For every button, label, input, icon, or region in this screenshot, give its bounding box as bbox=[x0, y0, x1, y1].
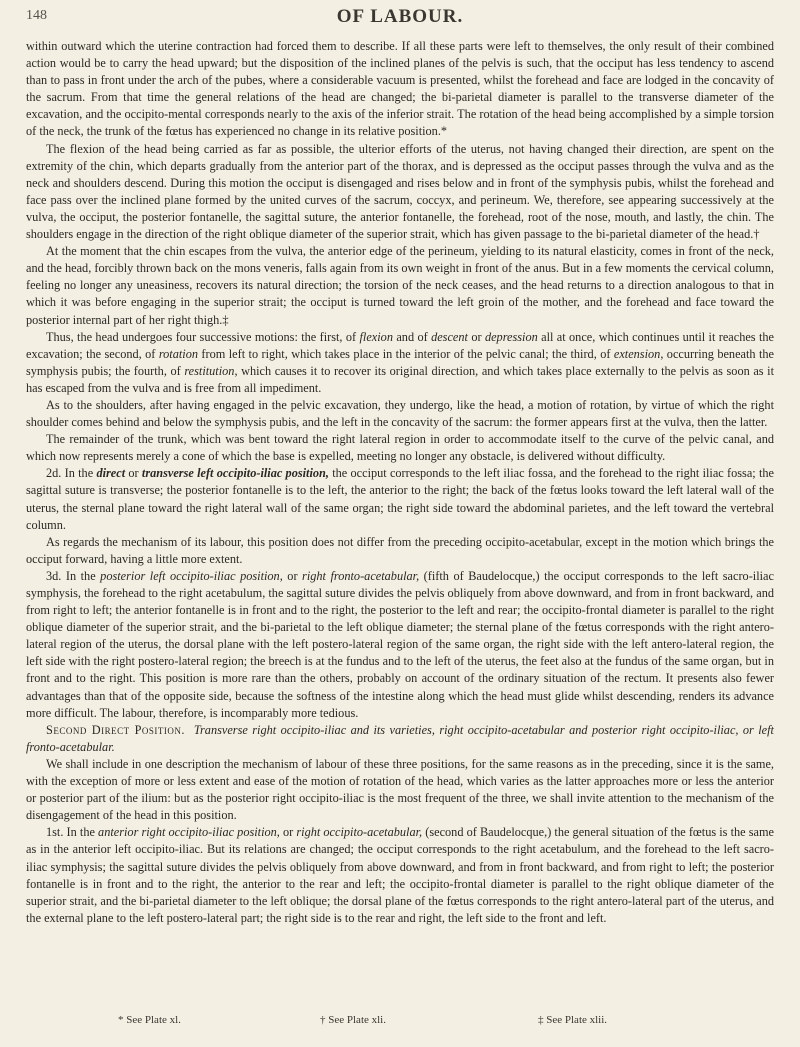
paragraph-9 bbox=[26, 568, 774, 722]
text-run: the occiput corresponds to the left iliac fossa, and the forehead to the right iliac fossa; the sagittal suture is transverse; the posterior fontanelle is to the left, the anterior to the right; the back of the fœtus looks toward the left lateral wall of the uterus, the sternal plane toward the right lateral wall of the same organ; the right side toward the abdominal parietes, and the left toward the vertebral column. bbox=[26, 466, 774, 532]
text-run: and of bbox=[392, 329, 432, 344]
text-run: , which causes it to recover its original direction, and which takes place externally to the pelvis as soon as it has escaped from the vulva and is free from all impediment. bbox=[26, 363, 774, 395]
paragraph-6: The remainder of the trunk, which was bent toward the right lateral region in order to accommodate itself to the curve of the pelvic canal, and which now represents merely a cone of which the base is expelled, meeting no longer any obstacle, is delivered without difficulty. bbox=[26, 432, 774, 464]
paragraph-1: within outward which the uterine contraction had forced them to describe. If all these parts were left to themselves, the only result of their combined action would be to carry the head upward; but the disposition of the inclined planes of the pelvis is such, that the occiput has less tendency to ascend than to pass in front under the arch of the pubes, where a considerable vacuum is presented, whilst the forehead and face are lodged in the concavity of the sacrum. From that time the general relations of the head are changed; the bi-parietal diameter is parallel to the transverse diameter of the excavation, and the occipito-mental corresponds nearly to the axis of the inferior strait. The rotation of the head being accomplished by a simple torsion of the neck, the trunk of the fœtus has experienced no change in its relative position.* bbox=[26, 39, 774, 139]
text-run: or bbox=[467, 329, 485, 344]
footnote-2: † See Plate xli. bbox=[320, 1014, 386, 1026]
text-run: from left to right, which takes place in the interior of the pelvic canal; the third, of bbox=[198, 346, 614, 361]
text-run: or bbox=[125, 466, 142, 481]
paragraph-8: As regards the mechanism of its labour, this position does not differ from the preceding occipito-acetabular, except in the motion which brings the occiput forward, having a little more extent. bbox=[26, 534, 774, 566]
footnote-1: * See Plate xl. bbox=[118, 1014, 181, 1026]
section-heading-label: Second Direct Position. bbox=[46, 722, 185, 737]
italic-term-flexion: flexion bbox=[359, 329, 393, 344]
text-run: 3d. In the bbox=[46, 568, 101, 583]
text-run: 2d. In the bbox=[46, 466, 97, 481]
text-run: 1st. In the bbox=[46, 825, 99, 840]
paragraph-7 bbox=[26, 465, 774, 533]
italic-term: right occipito-acetabular, bbox=[296, 825, 423, 840]
section-heading-title: Transverse right occipito-iliac and its varieties, right occipito-acetabular and posterior right occipito-iliac, or left fronto-acetabular. bbox=[26, 722, 774, 754]
italic-term: anterior right occipito-iliac position, bbox=[98, 825, 280, 840]
paragraph-3: At the moment that the chin escapes from the vulva, the anterior edge of the perineum, yielding to its natural elasticity, comes in front of the neck, and the head, forcibly thrown back on the mons veneris, falls again from its own weight in front of the anus. But in a few moments the cervical column, feeling no longer any uneasiness, recovers its natural direction; the torsion of the neck ceases, and the head returns to a direction analogous to that in which it was before engaging in the superior strait; the occiput is turned toward the left groin of the mother, and the forehead and face toward the posterior internal part of her right thigh.‡ bbox=[26, 244, 774, 327]
footnotes bbox=[0, 1014, 800, 1032]
paragraph-10: We shall include in one description the mechanism of labour of these three positions, for the same reasons as in the preceding, since it is the same, with the exception of more or less extent and ease of the motion of rotation of the head, which varies as the latter approaches more or less the anterior or posterior part of the ilium: but as the posterior right occipito-iliac is the most frequent of the three, we shall invite attention to the mechanism of the disengagement of the head in this position. bbox=[26, 756, 774, 823]
text-run: Thus, the head undergoes four successive motions: the first, of bbox=[46, 329, 360, 344]
paragraph-5: As to the shoulders, after having engaged in the pelvic excavation, they undergo, like the head, a motion of rotation, by virtue of which the right shoulder comes behind and below the symphysis pubis, and the left in the concavity of the sacrum: the former appears first at the vulva, then the latter. bbox=[26, 397, 774, 430]
text-run: or bbox=[279, 825, 297, 840]
paragraph-4 bbox=[26, 329, 774, 397]
text-run: (second of Baudelocque,) the general situation of the fœtus is the same as in the anterior left occipito-iliac. But its relations are changed; the occiput corresponds to the right acetabulum, and the forehead to the left sacro-iliac symphysis; the sagittal suture divides the pelvis obliquely from above downward, and from in front backward, and from right to left; the posterior fontanelle is in front and to the right, the anterior to the rear and left; the occipito-frontal diameter is parallel to the right oblique diameter of the superior strait, and the bi-parietal diameter to the left oblique; the dorsal plane of the fœtus corresponds to the right antero-lateral part of the uterus, and the external plane to the left postero-lateral part; the right side is to the rear and right, the left side to the front and left. bbox=[26, 825, 774, 925]
italic-term: right fronto-acetabular, bbox=[302, 568, 420, 583]
footnote-3: ‡ See Plate xlii. bbox=[538, 1014, 608, 1026]
italic-term: transverse left occipito-iliac position, bbox=[141, 466, 329, 481]
page-number: 148 bbox=[26, 8, 47, 23]
italic-term: direct bbox=[96, 466, 126, 481]
text-run: (fifth of Baudelocque,) the occiput corresponds to the left sacro-iliac symphysis, the forehead to the right acetabulum, the sagittal suture divides the pelvis obliquely from above downward, and from in front backward, and from right to left; the anterior fontanelle is in front and to the right, the posterior to the left and rear; the occipito-frontal diameter is parallel to the right oblique diameter of the superior strait, and the bi-parietal to the left oblique diameter; the sternal plane of the fœtus corresponds with the right antero-lateral region of the uterus, the dorsal plane with the left postero-lateral region of the same organ, the right side with the left antero-lateral region, the left side with the right postero-lateral region; the breech is at the fundus and to the left of the uterus, the feet also at the fundus of the same organ, but in front and to the right. This position is more rare than the others, probably on account of the ordinary situation of the rectum. It presents also fewer advantages than that of the opposite side, because the softness of the intestine along which the head must glide whilst descending, renders its advance more difficult. The labour, therefore, is incomparably more tedious. bbox=[26, 568, 774, 720]
paragraph-11 bbox=[26, 824, 774, 927]
text-run: or bbox=[282, 568, 303, 583]
text-run: all at once, which continues until it reaches the excavation; the second, of bbox=[26, 329, 774, 361]
running-head bbox=[26, 6, 774, 30]
italic-term-depression: depression bbox=[484, 329, 538, 344]
running-title: OF LABOUR. bbox=[336, 6, 464, 27]
italic-term-restitution: restitution bbox=[184, 363, 235, 378]
section-heading bbox=[26, 722, 774, 756]
paragraph-2: The flexion of the head being carried as far as possible, the ulterior efforts of the uterus, not having changed their direction, are spent on the extremity of the chin, which departs gradually from the anterior part of the thorax, and is depressed as the occiput passes through the vulva and as the neck and shoulders descend. During this motion the occiput is disengaged and rises below and in front of the symphysis pubis, whilst the forehead and face pass over the inclined plane formed by the united curves of the sacrum, coccyx, and perineum. We, therefore, see appearing successively at the vulva, the occiput, the posterior fontanelle, the sagittal suture, the anterior fontanelle, the forehead, root of the nose, mouth, and lastly, the chin. The shoulders engage in the direction of the right oblique diameter of the superior strait, which has given passage to the bi-parietal diameter of the head.† bbox=[26, 141, 774, 242]
body-text bbox=[26, 38, 774, 927]
text-run: , occurring beneath the symphysis pubis; the fourth, of bbox=[26, 346, 774, 378]
italic-term-descent: descent bbox=[431, 329, 468, 344]
italic-term-rotation: rotation bbox=[158, 346, 198, 361]
italic-term: posterior left occipito-iliac position, bbox=[100, 568, 283, 583]
italic-term-extension: extension bbox=[613, 346, 661, 361]
